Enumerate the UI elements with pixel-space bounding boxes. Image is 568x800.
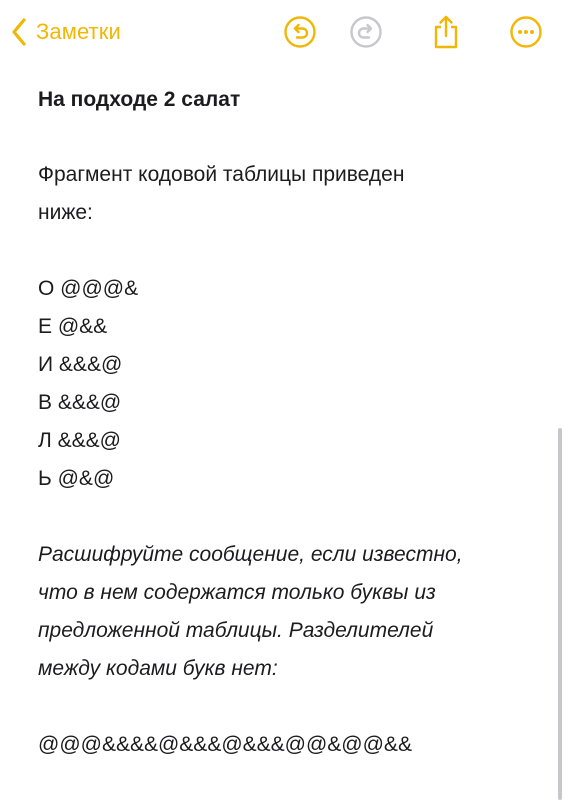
task-line: Расшифруйте сообщение, если известно, xyxy=(38,543,463,566)
chevron-left-icon xyxy=(10,17,28,47)
encoded-message: @@@&&&&@&&&@&&&@@&@@&& xyxy=(38,733,412,756)
blank-line xyxy=(38,688,538,726)
redo-button[interactable] xyxy=(348,14,384,50)
code-row: Е @&& xyxy=(38,315,108,338)
blank-line xyxy=(38,498,538,536)
note-title: На подходе 2 салат xyxy=(38,88,241,111)
blank-line xyxy=(38,118,538,156)
code-row: Л &&&@ xyxy=(38,429,121,452)
more-button[interactable] xyxy=(508,14,544,50)
undo-button[interactable] xyxy=(282,14,318,50)
task-line: между кодами букв нет: xyxy=(38,657,278,680)
task-line: что в нем содержатся только буквы из xyxy=(38,581,436,604)
redo-icon xyxy=(349,15,383,49)
code-row: В &&&@ xyxy=(38,391,122,414)
more-icon xyxy=(509,15,543,49)
code-table xyxy=(38,270,538,498)
undo-icon xyxy=(283,15,317,49)
code-row: И &&&@ xyxy=(38,353,123,376)
intro-line: Фрагмент кодовой таблицы приведен xyxy=(38,163,405,186)
note-body[interactable] xyxy=(38,80,538,764)
code-row: О @@@& xyxy=(38,277,139,300)
share-button[interactable] xyxy=(428,14,464,50)
intro-line: ниже: xyxy=(38,201,93,224)
back-button-label: Заметки xyxy=(36,19,121,44)
scroll-indicator[interactable] xyxy=(558,428,562,800)
task-line: предложенной таблицы. Разделителей xyxy=(38,619,434,642)
blank-line xyxy=(38,232,538,270)
navigation-toolbar xyxy=(0,0,568,64)
code-row: Ь @&@ xyxy=(38,467,115,490)
back-button[interactable] xyxy=(10,14,121,50)
share-icon xyxy=(430,14,462,50)
task-text xyxy=(38,536,538,688)
